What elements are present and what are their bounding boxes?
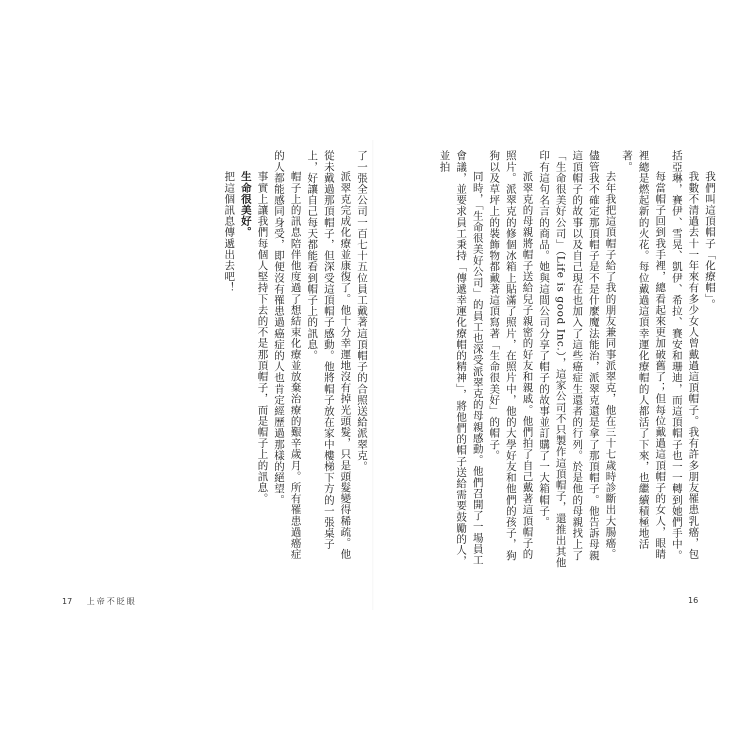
paragraph: 去年我把這頂帽子給了我的朋友兼同事派翠克，他在三十七歲時診斷出大腸癌。儘管我不確定那頂帽子是不是什麼魔法能治，派翠克還是拿了那頂帽子。他告訴母親這頂帽子的故事以及自己現在也加入了這些癌症生還者的行列。於是他的母親找上了「生命很美好公司」（Life is good Inc.），這家公司不只製作這頂帽子，還推出其他印有這句名言的商品。她與這間公司分享了帽子的故事並訂購了一大箱帽子。	[538, 150, 617, 569]
left-page-text	[221, 150, 370, 570]
right-page	[378, 150, 718, 590]
paragraph: 了一張全公司一百七十五位員工戴著這頂帽子的合照送給派翠克。	[356, 150, 368, 472]
paragraph: 事實上讓我們每個人堅持下去的不是那頂帽子，而是帽子上的訊息。	[256, 171, 269, 504]
paragraph: 同時，「生命很美好公司」的員工也深受派翠克的母親感動。他們召開了一場員工會議，並要求員工秉持「傳遞幸運化療帽的精神」，將他們的帽子送給需要鼓勵的人，並拍	[438, 150, 484, 567]
paragraph: 每當帽子回到我手裡，總看起來更加破舊了；但每位戴過這頂帽子的女人，眼睛裡總是燃起新的火花。每位戴過這頂幸運化療帽的人都活了下來，也繼續積極地活著。	[621, 150, 667, 560]
paragraph: 派翠克的母親將帽子送給兒子親密的好友和親戚。他們拍了自己戴著這頂帽子的照片。派翠克的修個冰箱上貼滿了照片，在照片中，他的大學好友和他們的孩子，狗狗以及草坪上的裝飾物都戴著這頂寫著「生命很美好」的帽子。	[488, 150, 534, 561]
page-number: 16	[688, 596, 699, 605]
paragraph: 我們叫這頂帽子「化療帽」。	[704, 171, 716, 311]
left-page	[30, 150, 370, 590]
paragraph: 我數不清過去十一年來有多少女人曾戴過這頂帽子。我有許多朋友罹患乳癌，包括亞琳，賽伊、雪晃、凱伊、希拉、賽安和珊迪，而這頂帽子也一一轉到她們手中。	[670, 150, 700, 561]
right-page-text	[436, 150, 718, 570]
running-title: 上帝不眨眼	[86, 597, 137, 606]
paragraph: 把這個訊息傳遞出去吧！	[223, 171, 236, 294]
bold-paragraph: 生命很美好。	[239, 171, 252, 238]
paragraph: 派翠克完成化療並康復了。他十分幸運地沒有掉光頭髮，只是頭髮變得稀疏。他從未戴過那頂帽子，但深受這頂帽子感動。他將帽子放在家中樓梯下方的一張桌子上，好讓自己每天都能看到帽子上的訊息。	[306, 150, 352, 560]
right-page-footer	[688, 596, 698, 605]
page-number: 17	[62, 597, 73, 606]
book-gutter	[372, 140, 374, 610]
left-page-footer	[62, 596, 137, 607]
paragraph: 帽子上的訊息陪伴他度過了想結束化療並放棄治療的艱辛歲月。所有罹患過癌症的人都能感同身受，即便沒有罹患過癌症的人也肯定經歷過那樣的絕望。	[273, 150, 302, 560]
